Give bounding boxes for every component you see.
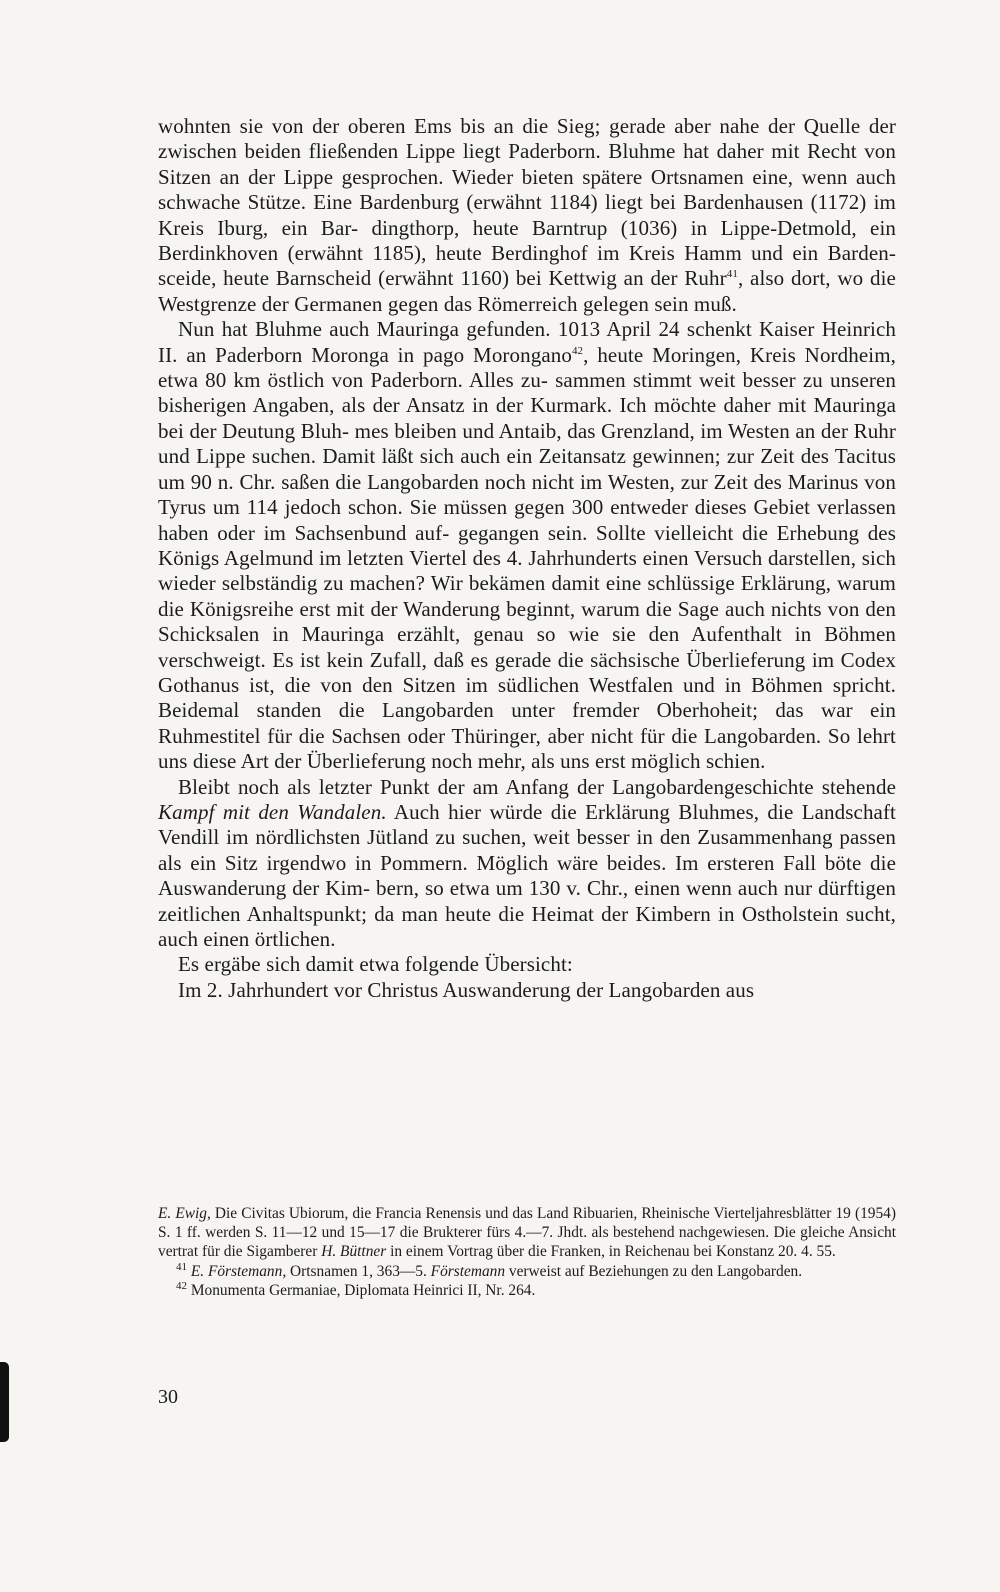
text-line: sammen stimmt weit besser zu unseren bisherigen Angaben, als der Ansatz: [158, 368, 896, 418]
footnote-author: E. Förstemann,: [187, 1262, 287, 1280]
footnote-40: [158, 1204, 896, 1262]
text-line: sceide, heute Barnscheid (erwähnt 1160) bei Kettwig an der Ruhr: [158, 266, 727, 291]
text-line: (erwähnt 1185), heute Berdinghof im Kreis Hamm und ein Barden-: [287, 241, 896, 266]
binding-shadow: [0, 1362, 9, 1442]
footnote-text: Rheinische Vierteljahresblätter 19 (1954) S. 1 ff. werden S. 11—12 und 15—17: [158, 1205, 896, 1242]
footnote-author: Förstemann: [430, 1262, 506, 1280]
footnote-42: [158, 1281, 896, 1300]
text-line: wohnten sie von der oberen Ems bis an die Sieg; gerade aber nahe der: [158, 114, 796, 138]
text-line: Quelle der zwischen beiden fließenden Lippe liegt Paderborn. Bluhme: [158, 114, 896, 164]
text-line: für die Sachsen oder Thüringer, aber nicht für die Langobarden. So: [267, 723, 851, 748]
footnote-text: Reichenau bei Konstanz 20. 4. 55.: [624, 1243, 836, 1261]
footnotes: [158, 1204, 896, 1300]
footnote-text: die Brukterer fürs 4.—7. Jhdt. als bestehend nachgewiesen. Die gleiche Ansicht: [399, 1224, 896, 1242]
text-line: Moringen, Kreis Nordheim, etwa 80 km östlich von Paderborn. Alles zu-: [158, 342, 896, 393]
text-line: mes bleiben und Antaib, das Grenzland, im Westen an der Ruhr und: [158, 418, 896, 469]
footnote-text: verweist auf Beziehungen: [505, 1262, 669, 1280]
footnote-text: zu den Langobarden.: [672, 1262, 803, 1280]
footnote-marker: 42: [176, 1279, 187, 1292]
text-line: Im 2. Jahrhundert vor Christus Auswanderung der Langobarden aus: [178, 977, 755, 1002]
footnote-text: vertrat für die Sigamberer: [158, 1243, 322, 1261]
text-line: selbständig zu machen? Wir bekämen damit eine schlüssige Erklärung,: [221, 571, 832, 596]
text-line: Bleibt noch als letzter Punkt der am Anfang der Langobardengeschichte: [178, 774, 814, 799]
italic-title: Kampf mit den Wandalen.: [158, 799, 387, 824]
text-line: bern, so etwa um 130 v. Chr., einen wenn auch nur dürftigen zeitlichen: [158, 876, 896, 926]
footnote-author: E. Ewig,: [158, 1205, 211, 1222]
text-line: die Langobarden unter fremder Oberhoheit; das war ein Ruhmestitel: [158, 698, 896, 748]
page-number: 30: [158, 1386, 178, 1408]
text-line: gegangen sein. Sollte vielleicht die Erhebung des Königs Agelmund im: [158, 520, 896, 570]
footnote-ref-42: 42: [571, 344, 584, 357]
text-line: hat daher mit Recht von Sitzen an der Lippe gesprochen. Wieder bieten: [158, 139, 896, 189]
text-line: (erwähnt 1184) liegt bei Bardenhausen (1172) im Kreis Iburg, ein Bar-: [158, 190, 896, 240]
text-line: Auch hier würde die Erklärung: [386, 799, 670, 824]
paragraph-5: [158, 978, 896, 1003]
text-line: Sage auch nichts von den Schicksalen in Mauringa erzählt, genau so wie: [158, 596, 896, 647]
text-line: dingthorp, heute Barntrup (1036) in Lippe-Detmold, ein Berdinkhoven: [158, 215, 896, 266]
text-line: zur Zeit des Marinus von Tyrus um 114 jedoch schon. Sie müssen gegen: [158, 469, 896, 520]
text-line: Es ergäbe sich damit etwa folgende Übersicht:: [178, 952, 573, 977]
text-line: lehrt uns diese Art der Überlieferung noch mehr, als uns erst möglich: [158, 723, 896, 774]
text-line: warum die Königsreihe erst mit der Wanderung beginnt, warum die: [158, 571, 896, 621]
paragraph-4: [158, 952, 896, 977]
text-line: Bluhmes, die Landschaft Vendill im nördlichsten Jütland zu suchen, weit: [158, 799, 896, 850]
text-line: sie den Aufenthalt in Böhmen verschweigt. Es ist kein Zufall, daß es: [158, 622, 896, 672]
text-line: , heute: [583, 342, 644, 367]
text-line: Kaiser Heinrich II. an Paderborn Moronga in pago Morongano: [158, 317, 896, 367]
text-line: in der Kurmark. Ich möchte daher mit Mauringa bei der Deutung Bluh-: [158, 393, 896, 443]
text-line: Sitzen im südlichen Westfalen und in Böhmen spricht. Beidemal standen: [158, 672, 896, 723]
footnote-41: [158, 1262, 896, 1281]
footnote-ref-41: 41: [726, 268, 738, 281]
text-line: Nun hat Bluhme auch Mauringa gefunden. 1013 April 24 schenkt: [178, 317, 752, 342]
text-line: des Tacitus um 90 n. Chr. saßen die Langobarden noch nicht im Westen,: [158, 444, 896, 494]
paragraph-1: [158, 114, 896, 317]
text-line: sein muß.: [654, 291, 737, 316]
text-line: letzten Viertel des 4. Jahrhunderts einen Versuch darstellen, sich wieder: [158, 545, 897, 596]
paragraph-2: [158, 317, 896, 774]
text-line: schien.: [705, 749, 766, 774]
text-line: 300 entweder dieses Gebiet verlassen haben oder im Sachsenbund auf-: [158, 495, 896, 545]
footnote-text: Monumenta Germaniae, Diplomata Heinrici II, Nr. 264.: [187, 1281, 536, 1299]
text-line: Lippe suchen. Damit läßt sich auch ein Zeitansatz gewinnen; zur Zeit: [196, 444, 795, 469]
text-line: , also: [737, 266, 785, 291]
text-line: Anhaltspunkt; da man heute die Heimat der Kimbern in Ostholstein: [246, 901, 839, 926]
footnote-marker: 41: [176, 1260, 187, 1273]
text-line: gerade die sächsische Überlieferung im Codex Gothanus ist, die von den: [158, 647, 897, 697]
text-line: besser in den Zusammenhang passen als ein Sitz irgendwo in Pommern.: [158, 825, 896, 875]
footnote-text: in einem Vortrag über die Franken, in: [386, 1243, 621, 1261]
text-line: spätere Ortsnamen eine, wenn auch schwache Stütze. Eine Bardenburg: [158, 164, 896, 215]
text-line: Möglich wäre beides. Im ersteren Fall böte die Auswanderung der Kim-: [158, 850, 896, 901]
footnote-text: Ortsnamen 1, 363—5.: [286, 1262, 431, 1280]
text-line: sucht, auch einen örtlichen.: [158, 901, 897, 951]
footnote-text: Die Civitas Ubiorum, die Francia Renensis und das Land Ribuarien,: [210, 1205, 638, 1222]
paragraph-3: [158, 775, 896, 953]
text-line: stehende: [821, 774, 896, 799]
main-text: [158, 114, 896, 1003]
text-line: dort, wo die Westgrenze der Germanen gegen das Römerreich gelegen: [158, 266, 896, 316]
footnote-author: H. Büttner: [321, 1243, 387, 1261]
